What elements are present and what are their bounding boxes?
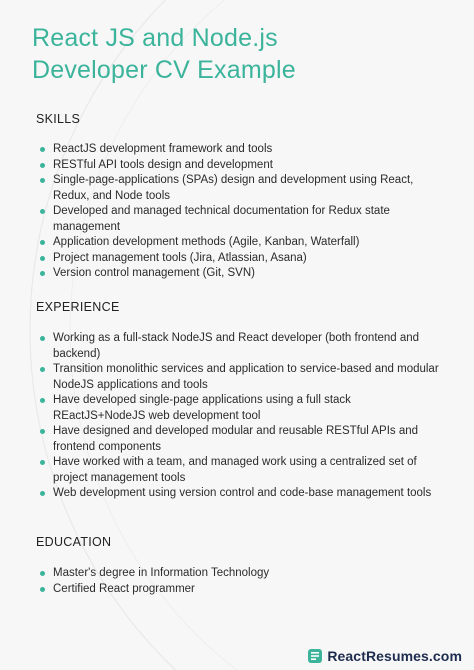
list-item: ReactJS development framework and tools	[36, 142, 446, 158]
list-item: Version control management (Git, SVN)	[36, 266, 446, 282]
list-item: Have worked with a team, and managed work using a centralized set of project management tools	[36, 455, 446, 486]
experience-list	[36, 331, 446, 502]
list-item: Application development methods (Agile, Kanban, Waterfall)	[36, 235, 446, 251]
title-line-2: Developer CV Example	[32, 56, 296, 84]
title-line-1: React JS and Node.js	[32, 24, 278, 52]
list-item: Master's degree in Information Technology	[36, 566, 446, 582]
list-item: Project management tools (Jira, Atlassian, Asana)	[36, 251, 446, 267]
list-item: Have designed and developed modular and reusable RESTful APIs and frontend components	[36, 424, 446, 455]
skills-list	[36, 142, 446, 282]
list-item: RESTful API tools design and development	[36, 158, 446, 174]
education-heading: EDUCATION	[36, 535, 112, 549]
list-item: Transition monolithic services and application to service-based and modular NodeJS applications and tools	[36, 362, 446, 393]
experience-heading: EXPERIENCE	[36, 300, 120, 314]
list-item: Single-page-applications (SPAs) design and development using React, Redux, and Node tools	[36, 173, 446, 204]
list-item: Certified React programmer	[36, 582, 446, 598]
skills-heading: SKILLS	[36, 112, 81, 126]
page-title	[32, 22, 452, 86]
list-item: Web development using version control and code-base management tools	[36, 486, 446, 502]
list-item: Working as a full-stack NodeJS and React developer (both frontend and backend)	[36, 331, 446, 362]
brand-logo[interactable]	[307, 648, 462, 664]
list-item: Have developed single-page applications using a full stack REactJS+NodeJS web development tool	[36, 393, 446, 424]
brand-name: ReactResumes.com	[327, 648, 462, 664]
education-list	[36, 566, 446, 597]
resume-logo-icon	[307, 648, 323, 664]
list-item: Developed and managed technical documentation for Redux state management	[36, 204, 446, 235]
